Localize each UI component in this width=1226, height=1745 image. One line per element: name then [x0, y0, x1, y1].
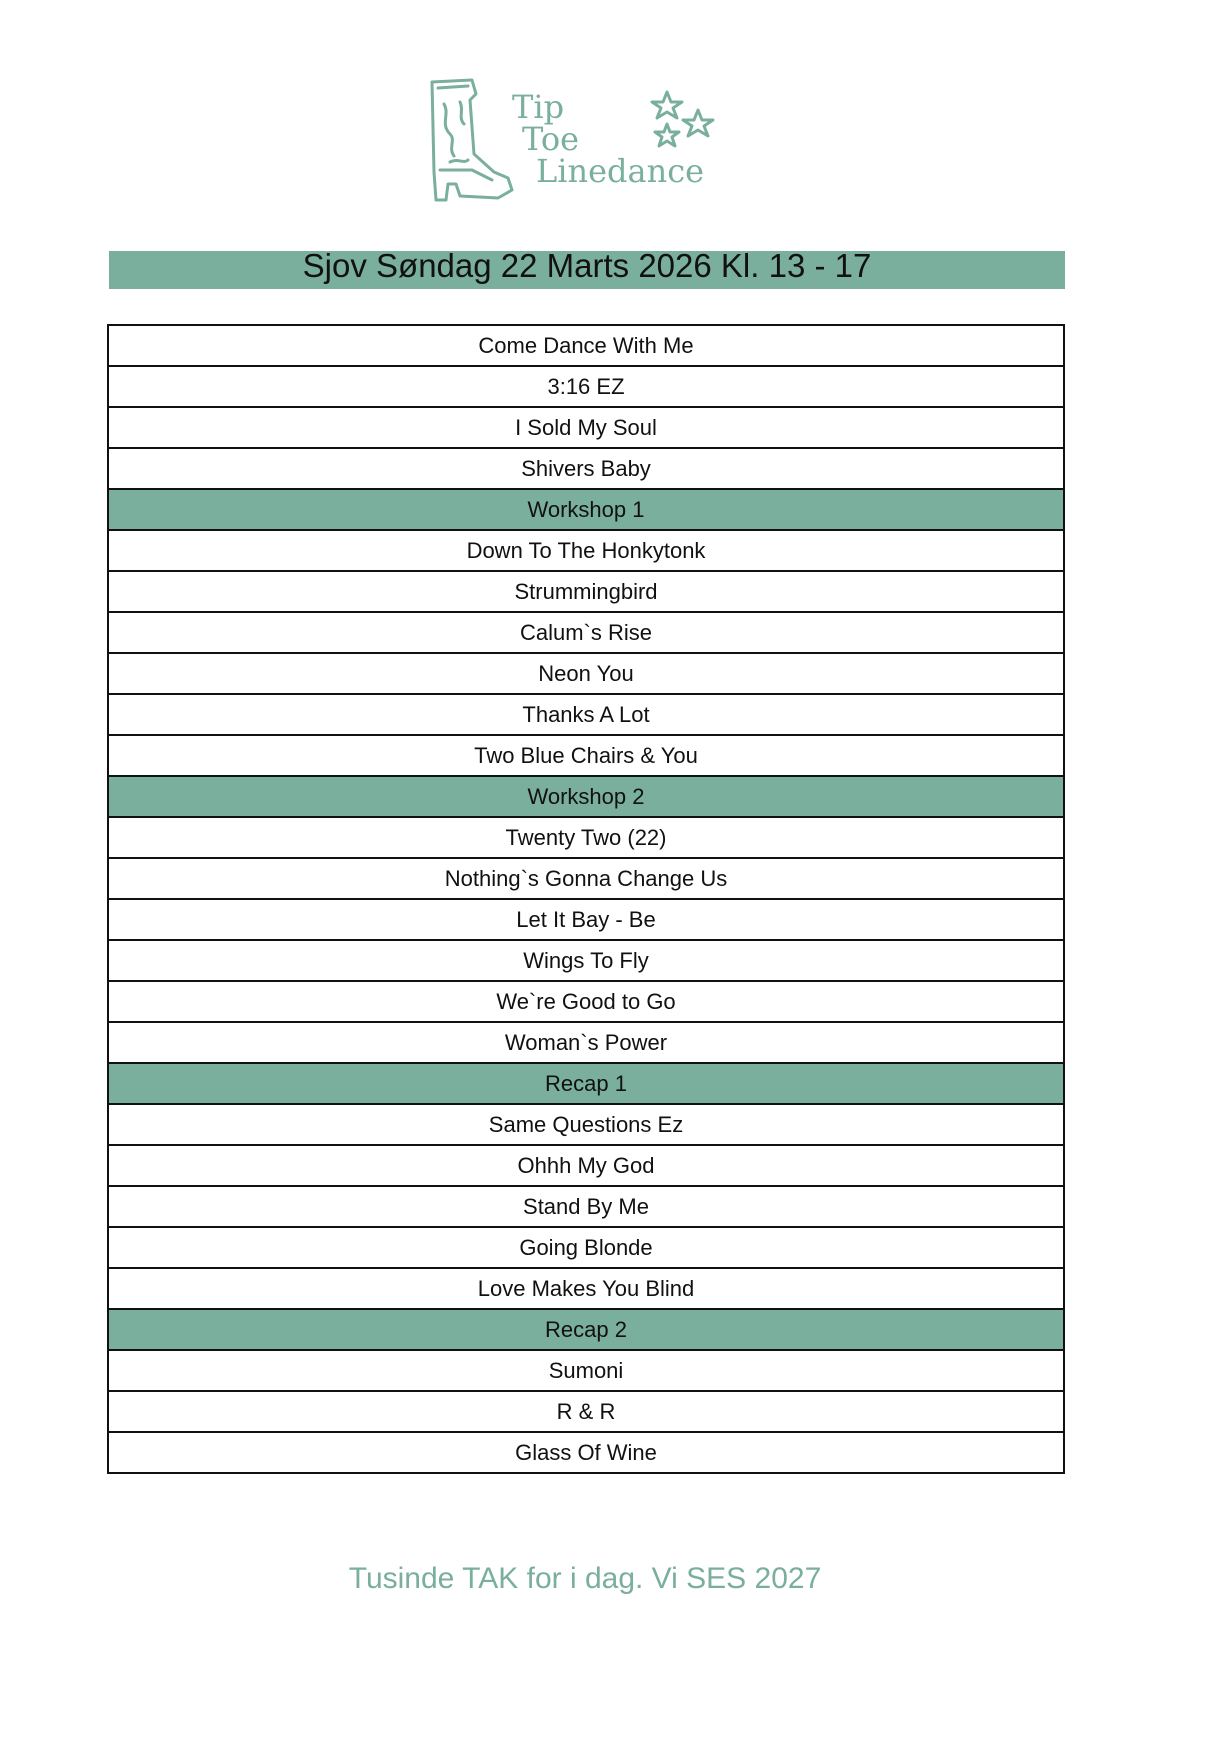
table-row: [108, 407, 1064, 448]
schedule-body: [108, 325, 1064, 1473]
table-row: [108, 366, 1064, 407]
section-row: [108, 776, 1064, 817]
dance-name: 3:16 EZ: [108, 366, 1064, 407]
dance-name: Down To The Honkytonk: [108, 530, 1064, 571]
table-row: [108, 817, 1064, 858]
table-row: [108, 325, 1064, 366]
dance-name: We`re Good to Go: [108, 981, 1064, 1022]
dance-name: Stand By Me: [108, 1186, 1064, 1227]
dance-name: Neon You: [108, 653, 1064, 694]
dance-name: Shivers Baby: [108, 448, 1064, 489]
table-row: [108, 735, 1064, 776]
logo-graphic: [420, 74, 740, 224]
dance-name: Same Questions Ez: [108, 1104, 1064, 1145]
table-row: [108, 653, 1064, 694]
logo-line-1: Tip: [512, 88, 565, 126]
dance-name: Ohhh My God: [108, 1145, 1064, 1186]
table-row: [108, 1186, 1064, 1227]
table-row: [108, 1022, 1064, 1063]
dance-name: Love Makes You Blind: [108, 1268, 1064, 1309]
table-row: [108, 571, 1064, 612]
table-row: [108, 1145, 1064, 1186]
dance-name: Two Blue Chairs & You: [108, 735, 1064, 776]
dance-name: Thanks A Lot: [108, 694, 1064, 735]
dance-name: Sumoni: [108, 1350, 1064, 1391]
logo-line-2: Toe: [522, 120, 580, 158]
section-label: Workshop 2: [108, 776, 1064, 817]
section-label: Workshop 1: [108, 489, 1064, 530]
dance-name: R & R: [108, 1391, 1064, 1432]
table-row: [108, 1268, 1064, 1309]
logo-line-3: Linedance: [536, 152, 705, 190]
dance-name: Wings To Fly: [108, 940, 1064, 981]
table-row: [108, 612, 1064, 653]
table-row: [108, 981, 1064, 1022]
table-row: [108, 694, 1064, 735]
table-row: [108, 1391, 1064, 1432]
section-label: Recap 1: [108, 1063, 1064, 1104]
stars-icon: [652, 92, 713, 146]
dance-name: Woman`s Power: [108, 1022, 1064, 1063]
dance-name: I Sold My Soul: [108, 407, 1064, 448]
table-row: [108, 448, 1064, 489]
table-row: [108, 940, 1064, 981]
section-row: [108, 1063, 1064, 1104]
table-row: [108, 899, 1064, 940]
dance-name: Let It Bay - Be: [108, 899, 1064, 940]
section-row: [108, 1309, 1064, 1350]
section-label: Recap 2: [108, 1309, 1064, 1350]
dance-name: Come Dance With Me: [108, 325, 1064, 366]
table-row: [108, 530, 1064, 571]
logo: [420, 74, 740, 224]
dance-name: Going Blonde: [108, 1227, 1064, 1268]
cowboy-boot-icon: [432, 80, 512, 200]
table-row: [108, 1227, 1064, 1268]
table-row: [108, 1104, 1064, 1145]
dance-name: Nothing`s Gonna Change Us: [108, 858, 1064, 899]
dance-name: Calum`s Rise: [108, 612, 1064, 653]
table-row: [108, 1432, 1064, 1473]
dance-name: Glass Of Wine: [108, 1432, 1064, 1473]
dance-name: Twenty Two (22): [108, 817, 1064, 858]
section-row: [108, 489, 1064, 530]
dance-name: Strummingbird: [108, 571, 1064, 612]
footer-message: Tusinde TAK for i dag. Vi SES 2027: [348, 1562, 822, 1595]
dance-schedule-table: [107, 324, 1065, 1474]
page-title: Sjov Søndag 22 Marts 2026 Kl. 13 - 17: [109, 251, 1065, 289]
table-row: [108, 858, 1064, 899]
table-row: [108, 1350, 1064, 1391]
